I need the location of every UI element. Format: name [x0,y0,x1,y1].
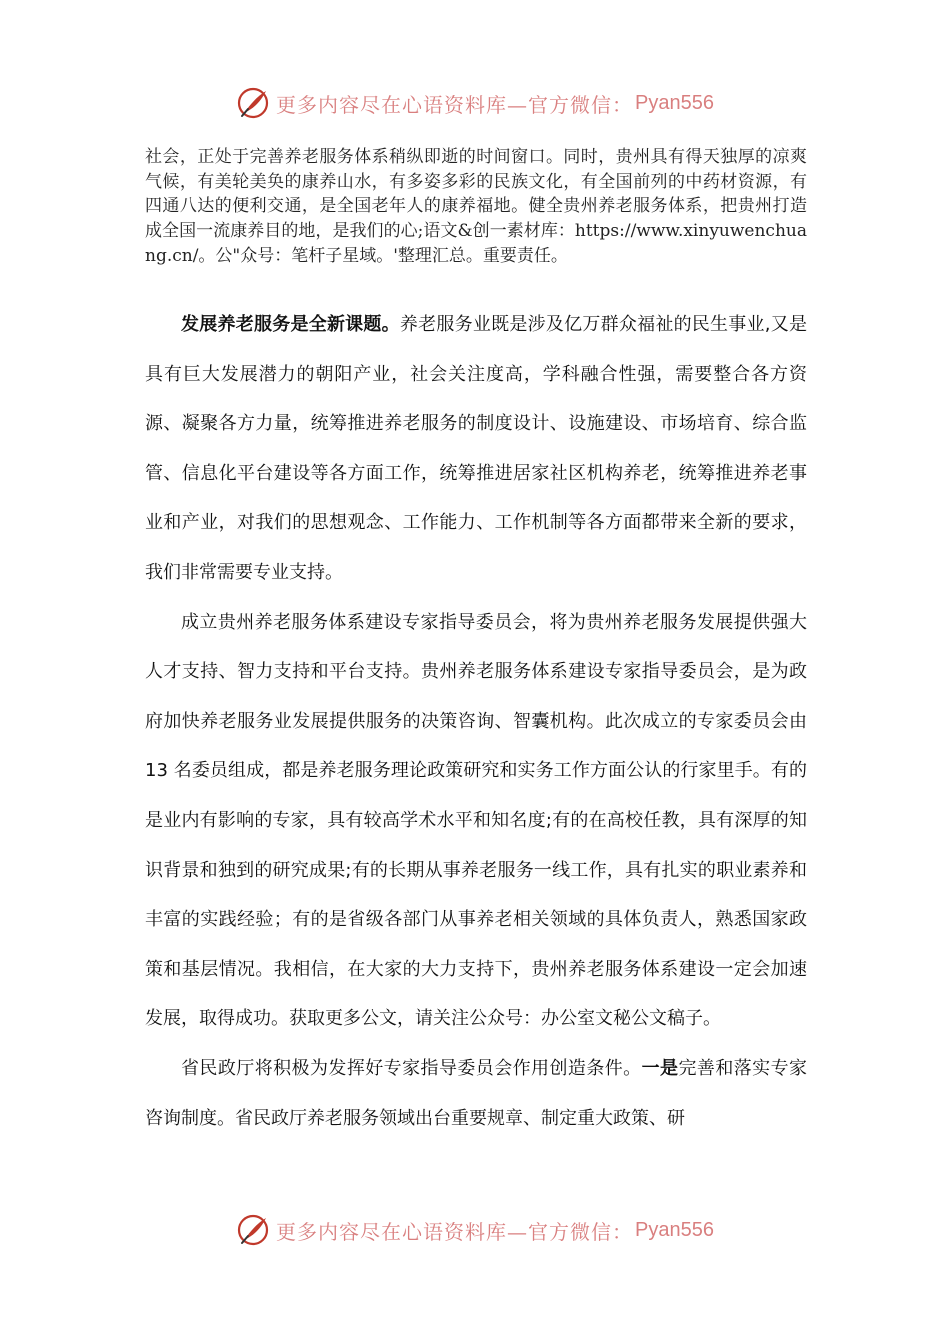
footer-banner-text: 更多内容尽在心语资料库—官方微信： [276,1219,634,1244]
feather-pen-logo-icon [236,1212,272,1248]
paragraph-3-lead: 一是 [641,1057,679,1079]
paragraph-1 [145,300,807,598]
paragraph-3-pre: 省民政厅将积极为发挥好专家指导委员会作用创造条件。 [181,1057,642,1079]
header-banner-text: 更多内容尽在心语资料库—官方微信： [276,92,634,117]
paragraph-3-text: 完善和落实专家咨询制度。省民政厅养老服务领域出台重要规章、制定重大政策、研 [145,1057,808,1129]
paragraph-2 [145,598,807,1044]
header-banner-id: Pyan556 [635,91,714,114]
header-banner [0,83,950,123]
intro-paragraph: 社会，正处于完善养老服务体系稍纵即逝的时间窗口。同时，贵州具有得天独厚的凉爽气候，有美轮美奂的康养山水，有多姿多彩的民族文化，有全国前列的中药材资源，有四通八达的便利交通，是全国老年人的康养福地。健全贵州养老服务体系，把贵州打造成全国一流康养目的地，是我们的心;语文&创一素材库：https://www.xinyuwenchuang.cn/。公"众号：笔杆子星域。'整理汇总。重要责任。 [145,147,807,266]
paragraph-2-text: 成立贵州养老服务体系建设专家指导委员会，将为贵州养老服务发展提供强大人才支持、智力支持和平台支持。贵州养老服务体系建设专家指导委员会，是为政府加快养老服务业发展提供服务的决策咨询、智囊机构。此次成立的专家委员会由 13 名委员组成，都是养老服务理论政策研究和实务工作方面公认的行家里手。有的是业内有影响的专家，具有较高学术水平和知名度;有的在高校任教，具有深厚的知识背景和独到的研究成果;有的长期从事养老服务一线工作，具有扎实的职业素养和丰富的实践经验；有的是省级各部门从事养老相关领域的具体负责人，熟悉国家政策和基层情况。我相信，在大家的大力支持下，贵州养老服务体系建设一定会加速发展，取得成功。获取更多公文，请关注公众号：办公室文秘公文稿子。 [145,611,807,1030]
document-body [145,300,807,1143]
paragraph-3 [145,1044,807,1143]
paragraph-1-lead: 发展养老服务是全新课题。 [181,314,400,335]
paragraph-1-text: 养老服务业既是涉及亿万群众福祉的民生事业,又是具有巨大发展潜力的朝阳产业，社会关注度高，学科融合性强，需要整合各方资源、凝聚各方力量，统筹推进养老服务的制度设计、设施建设、市场培育、综合监管、信息化平台建设等各方面工作，统筹推进居家社区机构养老，统筹推进养老事业和产业，对我们的思想观念、工作能力、工作机制等各方面都带来全新的要求，我们非常需要专业支持。 [145,314,807,583]
footer-banner [0,1210,950,1250]
footer-banner-id: Pyan556 [635,1218,714,1241]
feather-pen-logo-icon [236,85,272,121]
